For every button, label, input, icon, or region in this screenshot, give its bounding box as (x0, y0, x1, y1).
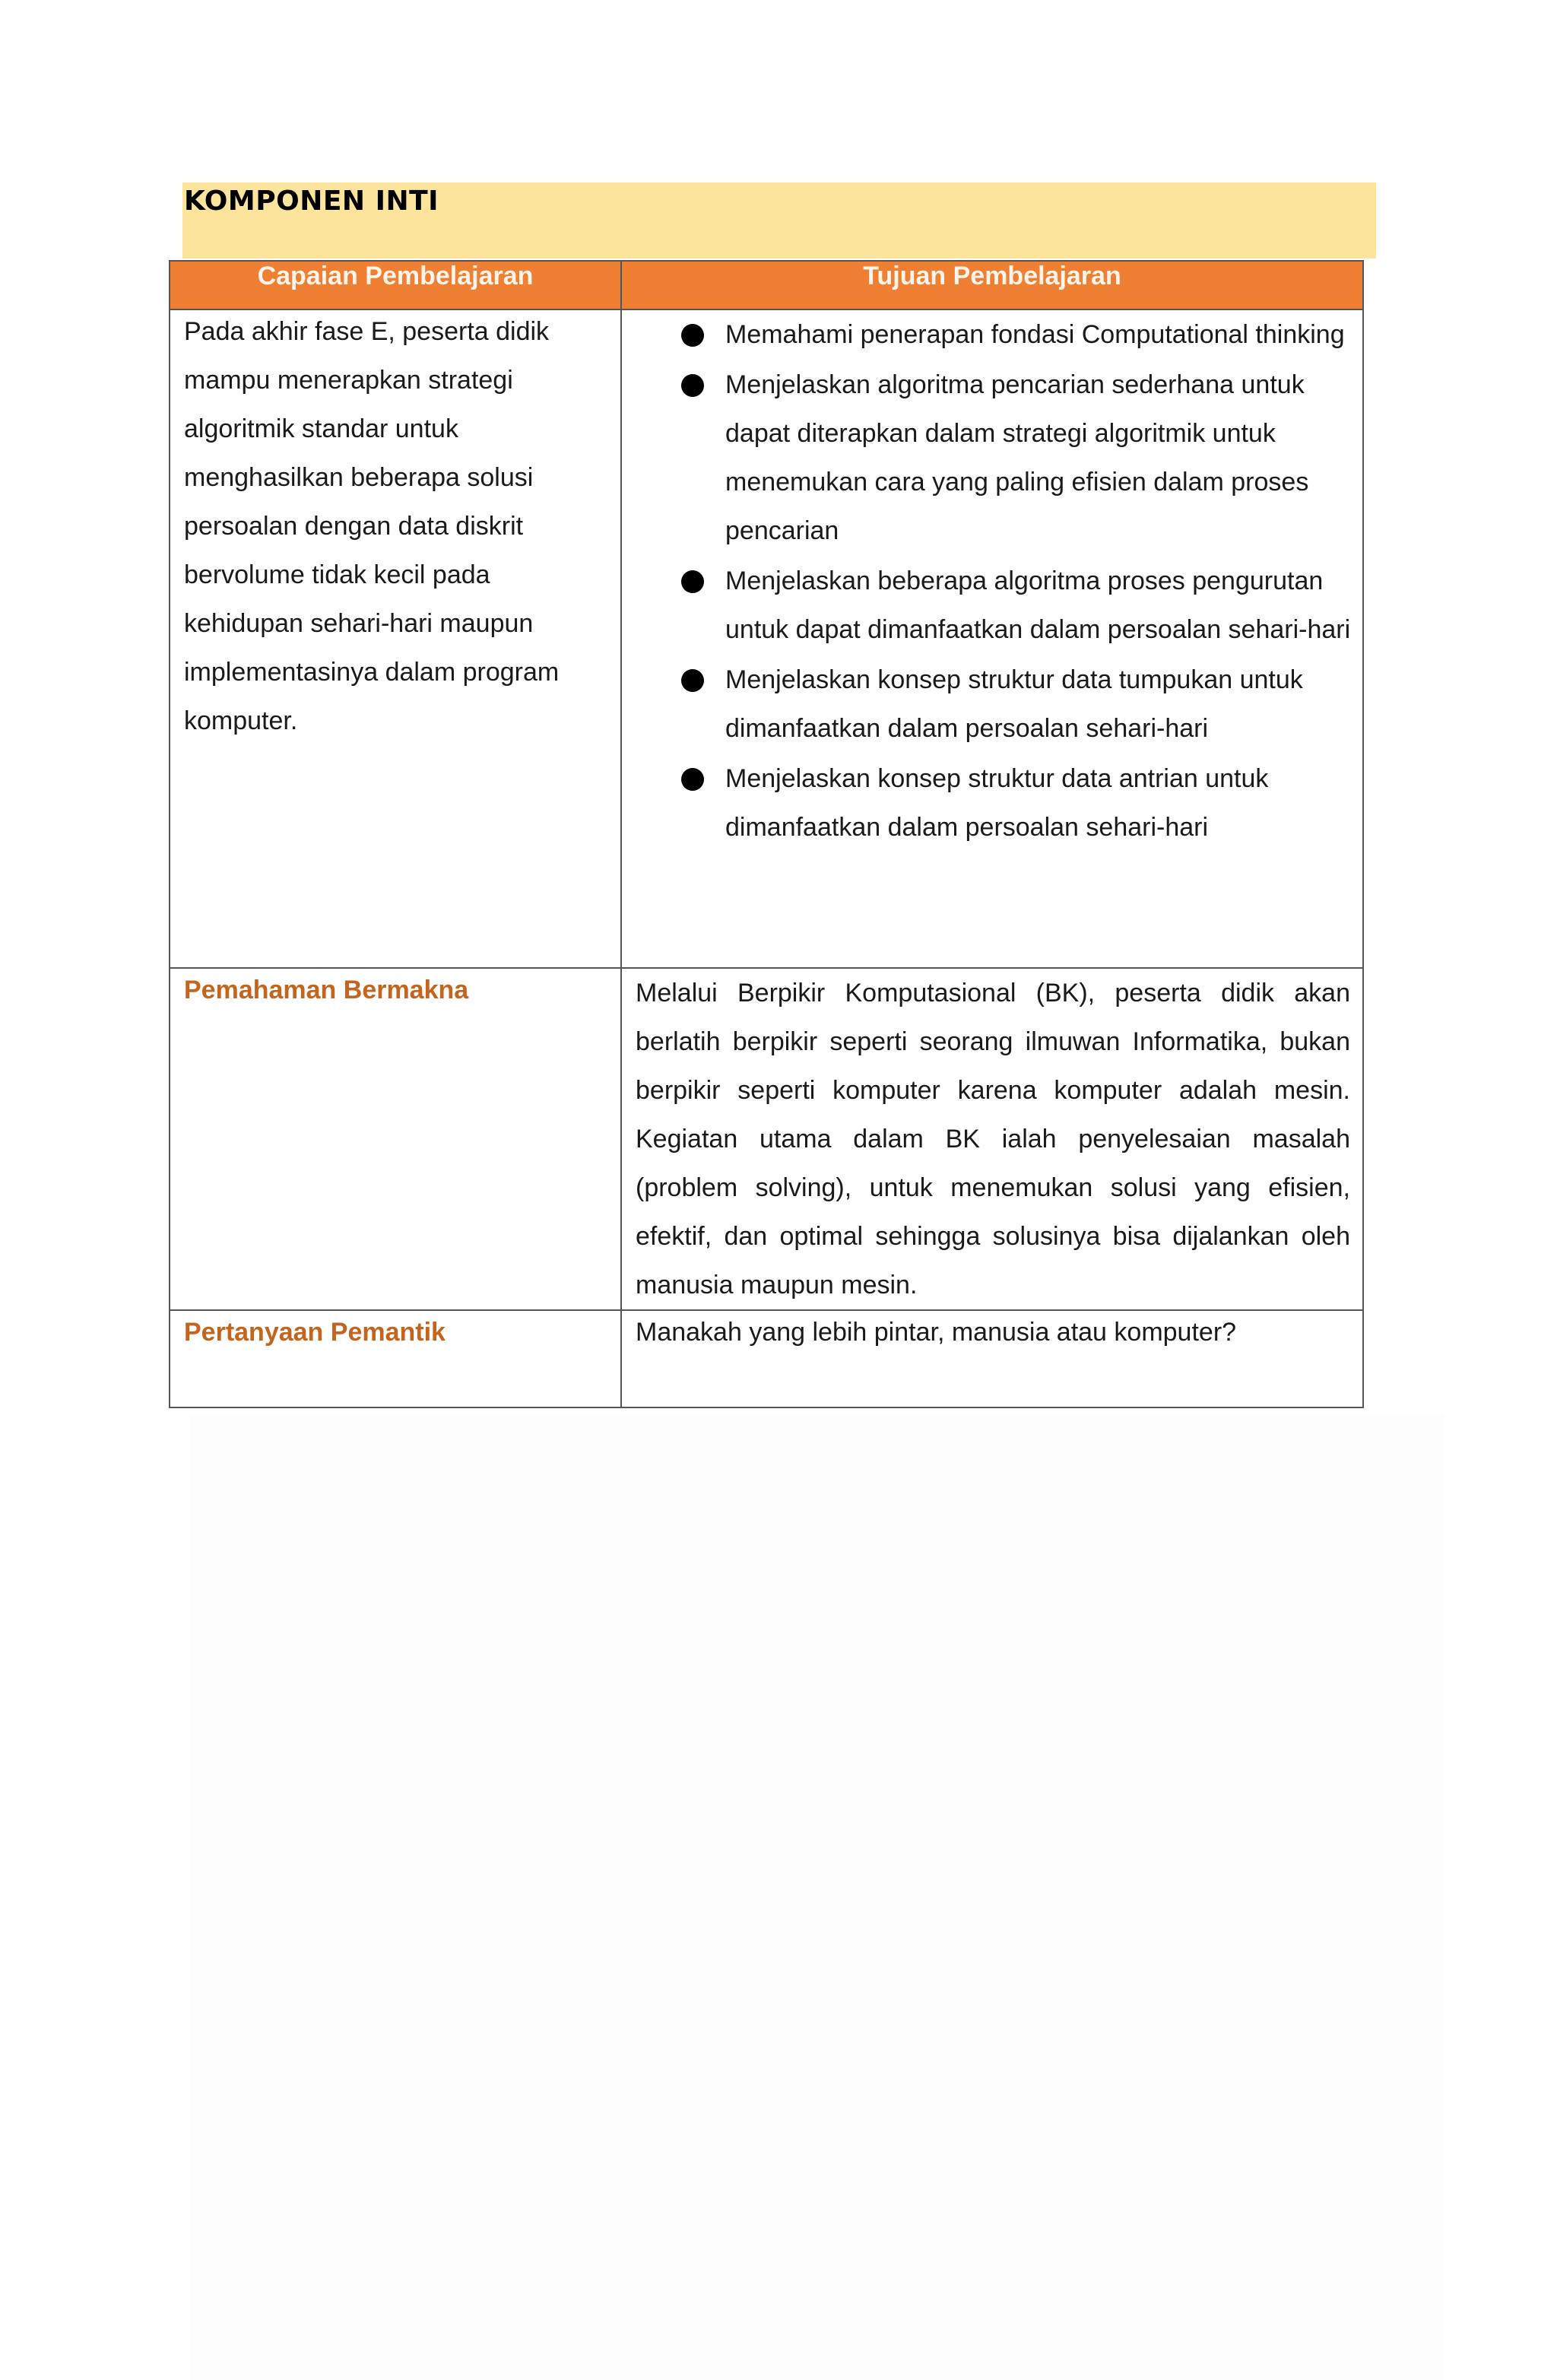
tujuan-text: Menjelaskan konsep struktur data tumpukan untuk dimanfaatkan dalam persoalan sehari-hari (725, 665, 1303, 743)
pemahaman-text: Melalui Berpikir Komputasional (BK), peserta didik akan berlatih berpikir seperti seorang ilmuwan Informatika, bukan berpikir seperti komputer karena komputer adalah mesin. Kegiatan utama dalam BK ialah penyelesaian masalah (problem solving), untuk menemukan solusi yang efisien, efektif, dan optimal sehingga solusinya bisa dijalankan oleh manusia maupun mesin. (636, 979, 1350, 1299)
list-item (622, 557, 1355, 654)
capaian-line: algoritmik standar untuk (184, 414, 458, 443)
pertanyaan-text: Manakah yang lebih pintar, manusia atau komputer? (636, 1318, 1237, 1347)
capaian-line: persoalan dengan data diskrit (184, 512, 524, 541)
bullet-icon (681, 669, 704, 692)
page-background (190, 1414, 1444, 2380)
tujuan-text: Menjelaskan konsep struktur data antrian untuk dimanfaatkan dalam persoalan sehari-hari (725, 764, 1269, 842)
section-title: KOMPONEN INTI (184, 186, 439, 217)
capaian-line: kehidupan sehari-hari maupun (184, 609, 534, 638)
bullet-icon (681, 324, 704, 347)
bullet-icon (681, 570, 704, 593)
capaian-line: komputer. (184, 706, 298, 735)
header-tujuan: Tujuan Pembelajaran (621, 261, 1363, 309)
section-header (182, 182, 1376, 259)
tujuan-text: Menjelaskan algoritma pencarian sederhana untuk dapat diterapkan dalam strategi algoritmik untuk menemukan cara yang paling efisien dalam proses pencarian (725, 370, 1309, 545)
list-item (622, 655, 1355, 753)
capaian-cell (170, 309, 621, 968)
bullet-icon (681, 768, 704, 791)
komponen-inti-table (169, 260, 1364, 1408)
capaian-text (170, 307, 620, 745)
header-capaian: Capaian Pembelajaran (170, 261, 621, 309)
capaian-line: bervolume tidak kecil pada (184, 560, 490, 589)
table-row-pemahaman (170, 968, 1363, 1310)
list-item (622, 310, 1355, 359)
table-row-pertanyaan (170, 1310, 1363, 1407)
capaian-line: Pada akhir fase E, peserta didik (184, 317, 550, 346)
pemahaman-text-cell (621, 968, 1363, 1310)
pertanyaan-label: Pertanyaan Pemantik (184, 1318, 446, 1347)
list-item (622, 754, 1355, 852)
tujuan-text: Menjelaskan beberapa algoritma proses pengurutan untuk dapat dimanfaatkan dalam persoalan sehari-hari (725, 566, 1351, 644)
pertanyaan-text-cell (621, 1310, 1363, 1407)
list-item (622, 360, 1355, 555)
pemahaman-label-cell (170, 968, 621, 1310)
capaian-line: menghasilkan beberapa solusi (184, 463, 534, 492)
capaian-line: implementasinya dalam program (184, 658, 560, 687)
capaian-line: mampu menerapkan strategi (184, 366, 513, 395)
tujuan-list (622, 310, 1362, 861)
pertanyaan-label-cell (170, 1310, 621, 1407)
tujuan-text: Memahami penerapan fondasi Computational thinking (725, 320, 1345, 349)
bullet-icon (681, 374, 704, 397)
table-row-capaian-tujuan (170, 309, 1363, 968)
pemahaman-label: Pemahaman Bermakna (184, 976, 469, 1004)
tujuan-cell (621, 309, 1363, 968)
